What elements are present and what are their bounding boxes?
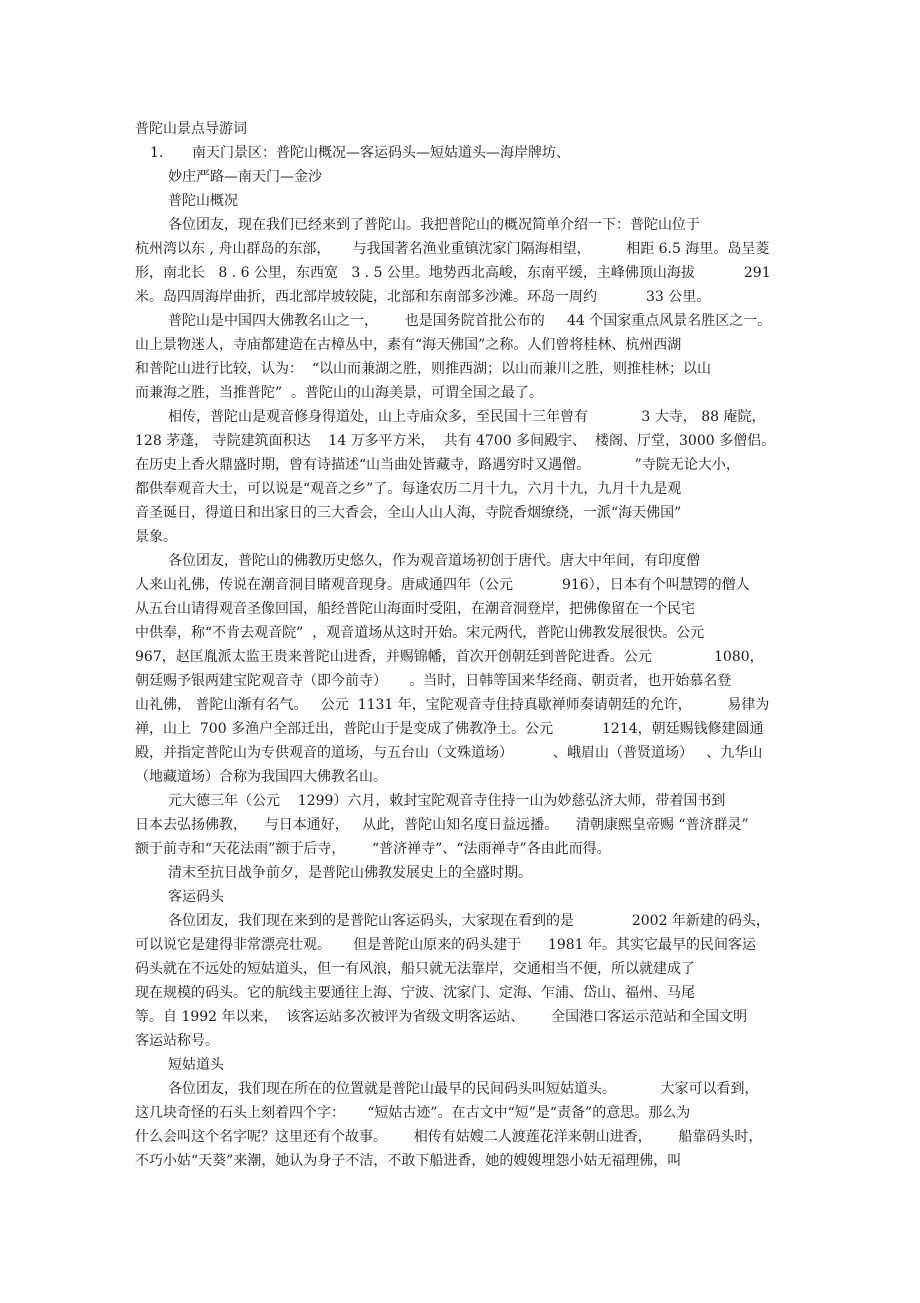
list-number: 1. <box>150 145 164 161</box>
text-line: 各位团友，我们现在来到的是普陀山客运码头，大家现在看到的是 2002 年新建的码头， <box>168 913 770 929</box>
text-line: 各位团友，普陀山的佛教历史悠久，作为观音道场初创于唐代。唐大中年间，有印度僧 <box>168 553 700 569</box>
text-line: 景象。 <box>135 529 177 545</box>
text-line: 现在规模的码头。它的航线主要通往上海、宁波、沈家门、定海、乍浦、岱山、福州、马尾 <box>135 985 695 1001</box>
text-line: 殿，并指定普陀山为专供观音的道场，与五台山（文殊道场） 、峨眉山（普贤道场） 、九华山 <box>135 745 763 761</box>
text-line: 客运站称号。 <box>135 1033 219 1049</box>
text-line: 中供奉，称“不肯去观音院” ，观音道场从这时开始。宋元两代，普陀山佛教发展很快。公元 <box>135 625 705 641</box>
text-line: 米。岛四周海岸曲折，西北部岸坡较陡，北部和东南部多沙滩。环岛一周约 33 公里。 <box>135 289 711 305</box>
text-line: 128 茅蓬， 寺院建筑面积达 14 万多平方米， 共有 4700 多间殿宇、 楼阁、厅堂，3000 多僧侣。 <box>135 433 776 449</box>
text-line: 杭州湾以东 , 舟山群岛的东部， 与我国著名渔业重镇沈家门隔海相望， 相距 6.5 海里。岛呈菱 <box>135 241 770 257</box>
text-line: 都供奉观音大士，可以说是“观音之乡”了。每逢农历二月十九，六月十九，九月十九是观 <box>135 481 682 497</box>
text-line: 和普陀山进行比较，认为： “以山而兼湖之胜，则推西湖；以山而兼川之胜，则推桂林；以山 <box>135 361 712 377</box>
text-line: 各位团友，现在我们已经来到了普陀山。我把普陀山的概况简单介绍一下：普陀山位于 <box>168 217 700 233</box>
text-line: 在历史上香火鼎盛时期，曾有诗描述“山当曲处皆藏寺，路遇穷时又遇僧。 ”寺院无论大小， <box>135 457 740 473</box>
text-line: 元大德三年（公元 1299）六月，敕封宝陀观音寺住持一山为妙慈弘济大师，带着国书到 <box>168 793 726 809</box>
text-line: 可以说它是建得非常漂亮壮观。 但是普陀山原来的码头建于 1981 年。其实它最早的民间客运 <box>135 937 757 953</box>
text-line: 日本去弘扬佛教， 与日本通好， 从此，普陀山知名度日益远播。 清朝康熙皇帝赐 “普济群灵” <box>135 817 749 833</box>
text-line: （地藏道场）合称为我国四大佛教名山。 <box>135 769 387 785</box>
text-line: 各位团友，我们现在所在的位置就是普陀山最早的民间码头叫短姑道头。 大家可以看到， <box>168 1081 759 1097</box>
text-line: 朝廷赐予银两建宝陀观音寺（即今前寺） 。当时，日韩等国来华经商、朝贡者，也开始慕名登 <box>135 673 732 689</box>
section-heading: 普陀山概况 <box>168 193 238 209</box>
text-line: 普陀山是中国四大佛教名山之一， 也是国务院首批公布的 44 个国家重点风景名胜区之一。 <box>168 313 772 329</box>
section-heading: 客运码头 <box>168 889 224 905</box>
document-title: 普陀山景点导游词 <box>135 121 247 137</box>
text-line: 清末至抗日战争前夕，是普陀山佛教发展史上的全盛时期。 <box>168 865 532 881</box>
text-line: 人来山礼佛，传说在潮音洞目睹观音现身。唐咸通四年（公元 916），日本有个叫慧锷的僧人 <box>135 577 750 593</box>
text-line: 这几块奇怪的石头上刻着四个字： “短姑古迹”。在古文中“短”是“责备”的意思。那么为 <box>135 1105 691 1121</box>
text-line: 山礼佛， 普陀山渐有名气。 公元 1131 年，宝陀观音寺住持真歇禅师奏请朝廷的允许， 易律为 <box>135 697 770 713</box>
text-line: 南天门景区：普陀山概况—客运码头—短姑道头—海岸牌坊、 <box>192 145 570 161</box>
text-line: 禅，山上 700 多渔户全部迁出，普陀山于是变成了佛教净土。公元 1214，朝廷赐钱修建圆通 <box>135 721 764 737</box>
text-line: 不巧小姑“天葵”来潮，她认为身子不洁，不敢下船进香，她的嫂嫂埋怨小姑无福理佛，叫 <box>135 1153 682 1169</box>
text-line: 妙庄严路—南天门—金沙 <box>168 169 322 185</box>
text-line: 从五台山请得观音圣像回国，船经普陀山海面时受阻，在潮音洞登岸，把佛像留在一个民宅 <box>135 601 695 617</box>
text-line: 什么会叫这个名字呢？这里还有个故事。 相传有姑嫂二人渡莲花洋来朝山进香， 船靠码头时， <box>135 1129 763 1145</box>
section-heading: 短姑道头 <box>168 1057 224 1073</box>
text-line: 而兼海之胜，当推普陀” 。普陀山的山海美景，可谓全国之最了。 <box>135 385 544 401</box>
text-line: 形，南北长 8 . 6 公里，东西宽 3 . 5 公里。地势西北高峻，东南平缓，主峰佛顶山海拔 291 <box>135 265 771 281</box>
text-line: 山上景物迷人，寺庙都建造在古樟丛中，素有“海天佛国”之称。人们曾将桂林、杭州西湖 <box>135 337 682 353</box>
text-line: 967，赵匡胤派太监王贵来普陀山进香，并赐锦幡，首次开创朝廷到普陀进香。公元 1080， <box>135 649 764 665</box>
text-line: 等。自 1992 年以来， 该客运站多次被评为省级文明客运站、 全国港口客运示范站和全国文明 <box>135 1009 748 1025</box>
text-line: 码头就在不远处的短姑道头，但一有风浪，船只就无法靠岸，交通相当不便，所以就建成了 <box>135 961 695 977</box>
text-line: 额于前寺和“天花法雨”额于后寺， “普济禅寺”、“法雨禅寺”各由此而得。 <box>135 841 611 857</box>
text-line: 音圣诞日，得道日和出家日的三大香会，全山人山人海，寺院香烟缭绕，一派“海天佛国” <box>135 505 682 521</box>
text-line: 相传，普陀山是观音修身得道处，山上寺庙众多，至民国十三年曾有 3 大寺， 88 庵院， <box>168 409 766 425</box>
